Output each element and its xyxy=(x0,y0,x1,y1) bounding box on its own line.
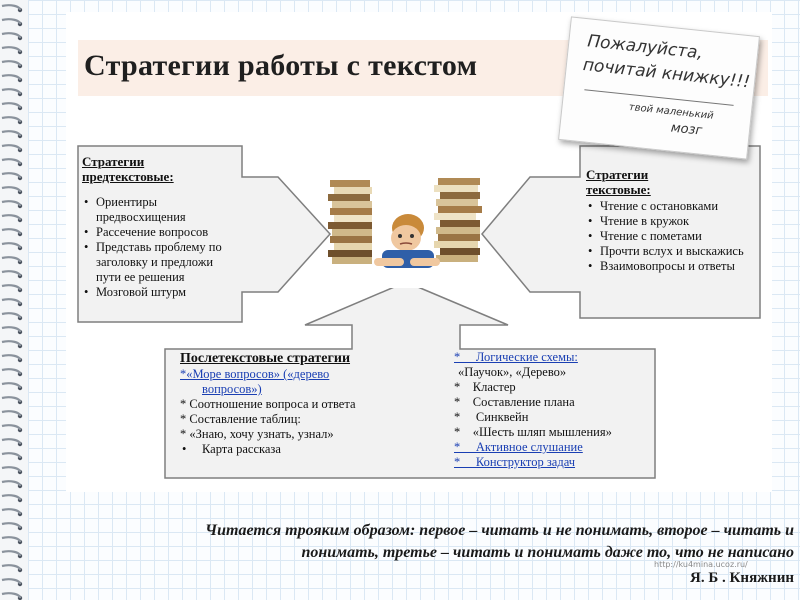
note-signature-1: твой маленький xyxy=(628,101,715,122)
in-text-item: • Чтение с пометами xyxy=(586,229,756,244)
note-line-2: почитай книжку!!! xyxy=(581,54,752,93)
post-text-item: * Синквейн xyxy=(454,410,529,424)
post-text-heading: Послетекстовые стратегии xyxy=(180,351,351,366)
task-constructor-link[interactable]: * Конструктор задач xyxy=(454,455,576,469)
note-signature-2: мозг xyxy=(670,120,704,139)
logic-schemes-link[interactable]: * Логические схемы: xyxy=(454,350,578,364)
boy xyxy=(374,214,440,268)
post-text-item: * Кластер xyxy=(454,380,516,394)
right-book-stack xyxy=(434,178,482,262)
pre-text-item: • Представь проблему по заголовку и предложи пути ее решения xyxy=(82,240,238,285)
in-text-box xyxy=(586,167,756,274)
boy-with-books-illustration xyxy=(316,172,492,288)
page-title: Стратегии работы с текстом xyxy=(84,49,478,82)
post-text-item: * «Знаю, хочу узнать, узнал» xyxy=(180,427,334,441)
quote-line-2: понимать, третье – читать и понимать даже то, что не написано xyxy=(301,544,794,561)
in-text-item: • Взаимовопросы и ответы xyxy=(586,259,756,274)
pre-text-item: • Мозговой штурм xyxy=(82,285,238,300)
quote-line-1: Читается трояким образом: первое – читать и не понимать, второе – читать и xyxy=(205,522,794,539)
in-text-item: • Чтение с остановками xyxy=(586,199,756,214)
in-text-item: • Прочти вслух и выскажись xyxy=(586,244,756,259)
in-text-heading-1: Стратегии xyxy=(586,167,649,182)
post-text-left-column xyxy=(180,351,430,457)
post-text-link[interactable]: вопросов») xyxy=(202,382,262,396)
quote-author: Я. Б . Княжнин xyxy=(690,570,794,586)
post-text-item: * Соотношение вопроса и ответа xyxy=(180,397,356,411)
post-text-item: * Составление плана xyxy=(454,395,575,409)
post-text-item: «Паучок», «Дерево» xyxy=(458,365,567,379)
post-text-item: * «Шесть шляп мышления» xyxy=(454,425,612,439)
note-rule xyxy=(584,89,733,106)
note-line-1: Пожалуйста, xyxy=(586,31,704,64)
left-book-stack xyxy=(328,180,372,264)
pre-text-item: • Ориентиры предвосхищения xyxy=(82,195,238,225)
pre-text-box xyxy=(82,154,238,300)
source-url[interactable]: http://ku4mina.ucoz.ru/ xyxy=(654,560,748,569)
pre-text-heading-1: Стратегии xyxy=(82,154,145,169)
in-text-heading-2: текстовые: xyxy=(586,182,651,197)
in-text-item: • Чтение в кружок xyxy=(586,214,756,229)
post-text-right-column xyxy=(454,350,654,470)
post-text-link[interactable]: *«Море вопросов» («дерево xyxy=(180,367,330,381)
post-text-item: * Составление таблиц: xyxy=(180,412,301,426)
post-text-item xyxy=(454,350,654,365)
post-text-item: • Карта рассказа xyxy=(182,442,281,456)
active-listening-link[interactable]: * Активное слушание xyxy=(454,440,583,454)
pre-text-item: • Рассечение вопросов xyxy=(82,225,238,240)
pre-text-heading-2: предтекстовые: xyxy=(82,169,174,184)
quote xyxy=(56,520,794,564)
note-card xyxy=(558,16,760,159)
